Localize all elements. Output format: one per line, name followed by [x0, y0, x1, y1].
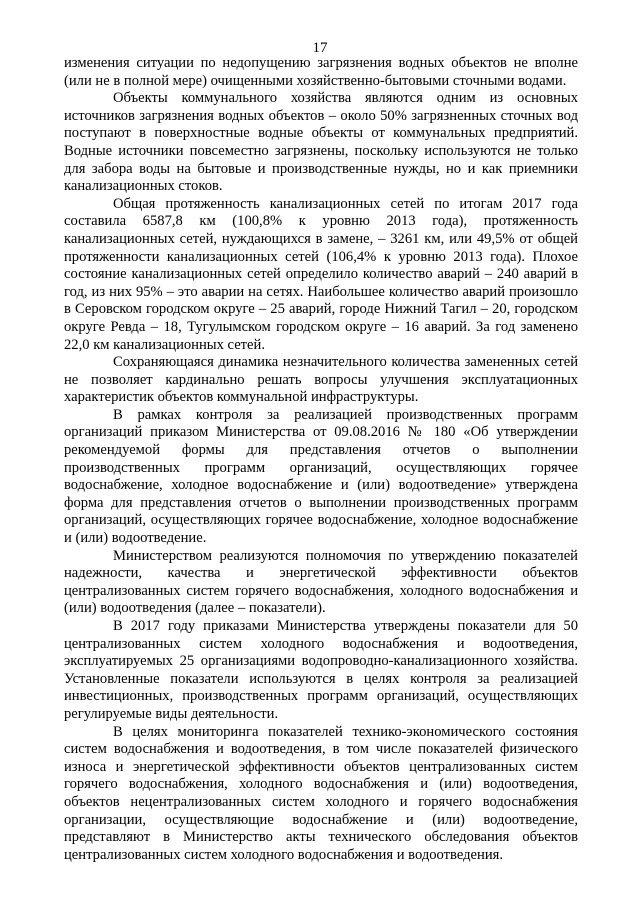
paragraph-replacement-dynamics: Сохраняющаяся динамика незначительного количества замененных сетей не позволяет кардинально решать вопросы улучшения эксплуатационных характеристик объектов коммунальной инфраструктуры.: [64, 354, 578, 406]
body-text: [64, 55, 578, 864]
paragraph-communal-pollution: Объекты коммунального хозяйства являются одним из основных источников загрязнения водных объектов – около 50% загрязненных сточных вод поступают в поверхностные водные объекты от коммунальных предприятий. Водные источники повсеместно загрязнены, поскольку используются не только для забора воды на бытовые и производственные нужды, но и как приемники канализационных стоков.: [64, 90, 578, 195]
page-number: 17: [312, 40, 328, 56]
paragraph-sewer-network-length: Общая протяженность канализационных сетей по итогам 2017 года составила 6587,8 км (100,8% к уровню 2013 года), протяженность канализационных сетей, нуждающихся в замене, – 3261 км, или 49,5% от общей протяженности канализационных сетей (106,4% к уровню 2013 года). Плохое состояние канализационных сетей определило количество аварий – 240 аварий в год, из них 95% – это аварии на сетях. Наибольшее количество аварий произошло в Серовском городском округе – 25 аварий, городе Нижний Тагил – 20, городском округе Ревда – 18, Тугулымском городском округе – 16 аварий. За год заменено 22,0 км канализационных сетей.: [64, 195, 578, 353]
paragraph-monitoring: В целях мониторинга показателей технико-экономического состояния систем водоснабжения и водоотведения, в том числе показателей физического износа и энергетической эффективности объектов централизованных систем горячего водоснабжения, холодного водоснабжения и (или) водоотведения, объектов нецентрализованных систем холодного и горячего водоснабжения организации, осуществляющие водоснабжение и (или) водоотведение, представляют в Министерство акты технического обследования объектов централизованных систем холодного водоснабжения и водоотведения.: [64, 723, 578, 863]
paragraph-reliability-indicators: Министерством реализуются полномочия по утверждению показателей надежности, качества и энергетической эффективности объектов централизованных систем горячего водоснабжения, холодного водоснабжения и (или) водоотведения (далее – показатели).: [64, 547, 578, 617]
paragraph-continuation: изменения ситуации по недопущению загрязнения водных объектов не вполне (или не в полной мере) очищенными хозяйственно-бытовыми сточными водами.: [64, 55, 578, 89]
paragraph-production-programs-control: В рамках контроля за реализацией производственных программ организаций приказом Министерства от 09.08.2016 № 180 «Об утверждении рекомендуемой формы для представления отчетов о выполнении производственных программ организаций, осуществляющих горячее водоснабжение, холодное водоснабжение и (или) водоотведение» утверждена форма для представления отчетов о выполнении производственных программ организаций, осуществляющих горячее водоснабжение, холодное водоснабжение и (или) водоотведение.: [64, 406, 578, 547]
paragraph-2017-indicators: В 2017 году приказами Министерства утверждены показатели для 50 централизованных систем холодного водоснабжения и водоотведения, эксплуатируемых 25 организациями водопроводно-канализационного хозяйства. Установленные показатели используются в целях контроля за реализацией инвестиционных, производственных программ организаций, осуществляющих регулируемые виды деятельности.: [64, 618, 578, 722]
